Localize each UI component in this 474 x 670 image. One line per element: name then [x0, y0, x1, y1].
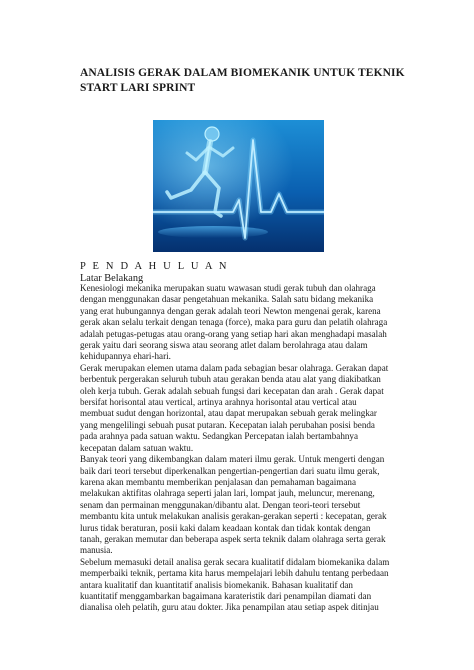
- body-line: berbentuk pergerakan seluruh tubuh atau gerakan benda atau alat yang diakibatkan: [80, 374, 381, 385]
- body-line: antara kualitatif dan kuantitatif analisis biomekanik. Bahasan kualitatif dan: [80, 579, 353, 590]
- subheading: Latar Belakang: [80, 273, 144, 284]
- title-line: START LARI SPRINT: [80, 82, 196, 94]
- body-text: [80, 283, 400, 614]
- document-title: [80, 66, 410, 96]
- body-line: yang erat hubungannya dengan gerak adalah teori Newton mengenai gerak, karena: [80, 305, 381, 316]
- body-line: gerak akan selalu terkait dengan tenaga (force), maka para guru dan pelatih olahraga: [80, 317, 388, 328]
- body-line: adalah petugas-petugas atau orang-orang yang setiap hari akan menghadapi masalah: [80, 328, 387, 339]
- body-line: melakukan aktifitas olahraga seperti jalan lari, lompat jauh, meluncur, merenang,: [80, 488, 375, 499]
- body-line: baik dari teori tersebut diperkenalkan pengertian-pengertian dari suatu ilmu gerak,: [80, 465, 380, 476]
- body-line: kuantitatif menggambarkan bagaimana karateristik dari penampilan diamati dan: [80, 590, 372, 601]
- body-line: bersifat horisontal atau vertical, artinya arahnya horisontal atau vertical atau: [80, 397, 357, 408]
- body-line: yang mengelilingi sebuah pusat putaran. Kecepatan ialah perubahan posisi benda: [80, 419, 375, 430]
- body-line: oleh kerja tubuh. Gerak adalah sebuah fungsi dari kecepatan dan arah . Gerak dapat: [80, 385, 384, 396]
- body-line: tanah, gerakan memutar dan beberapa aspek serta teknik dalam olahraga serta gerak: [80, 533, 386, 544]
- body-line: dianalisa oleh pelatih, guru atau dokter. Jika penampilan atau setiap aspek ditinjau: [80, 602, 379, 613]
- body-line: kehidupannya ehari-hari.: [80, 351, 171, 362]
- body-line: membuat sudut dengan horizontal, atau dapat merupakan sebuah gerak melingkar: [80, 408, 377, 419]
- body-line: Banyak teori yang dikembangkan dalam materi ilmu gerak. Untuk mengerti dengan: [80, 454, 385, 465]
- body-line: karena akan membantu memberikan penjalasan dan pemahaman bagaimana: [80, 476, 356, 487]
- body-line: Sebelum memasuki detail analisa gerak secara kualitatif didalam biomekanika dalam: [80, 556, 390, 567]
- body-line: senam dan permainan menggunakan/dibantu alat. Dengan teori-teori tersebut: [80, 499, 361, 510]
- body-line: dengan menggunakan dasar pengetahuan mekanika. Salah satu bidang mekanika: [80, 294, 374, 305]
- body-line: gerak yaitu dari seorang siswa atau seorang atlet dalam berolahraga atau dalam: [80, 340, 368, 351]
- body-line: kecepatan dalam satuan waktu.: [80, 442, 194, 453]
- body-line: lurus tidak beraturan, posii kaki dalam keadaan kontak dan tidak kontak dengan: [80, 522, 371, 533]
- runner-ecg-illustration: [153, 120, 324, 252]
- title-line: ANALISIS GERAK DALAM BIOMEKANIK UNTUK TEKNIK: [80, 67, 405, 79]
- body-line: manusia.: [80, 545, 113, 556]
- body-line: Kenesiologi mekanika merupakan suatu wawasan studi gerak tubuh dan olahraga: [80, 283, 376, 293]
- section-heading: P E N D A H U L U A N: [80, 261, 229, 272]
- body-line: membantu kita untuk melakukan analisis gerakan-gerakan seperti : kecepatan, gerak: [80, 511, 387, 522]
- body-line: pada arahnya pada satuan waktu. Sedangkan Percepatan ialah bertambahnya: [80, 431, 358, 442]
- body-line: Gerak merupakan elemen utama dalam pada sebagian besar olahraga. Gerakan dapat: [80, 362, 389, 373]
- body-line: memperbaiki teknik, pertama kita harus mempelajari lebih dahulu tentang perbedaan: [80, 568, 389, 579]
